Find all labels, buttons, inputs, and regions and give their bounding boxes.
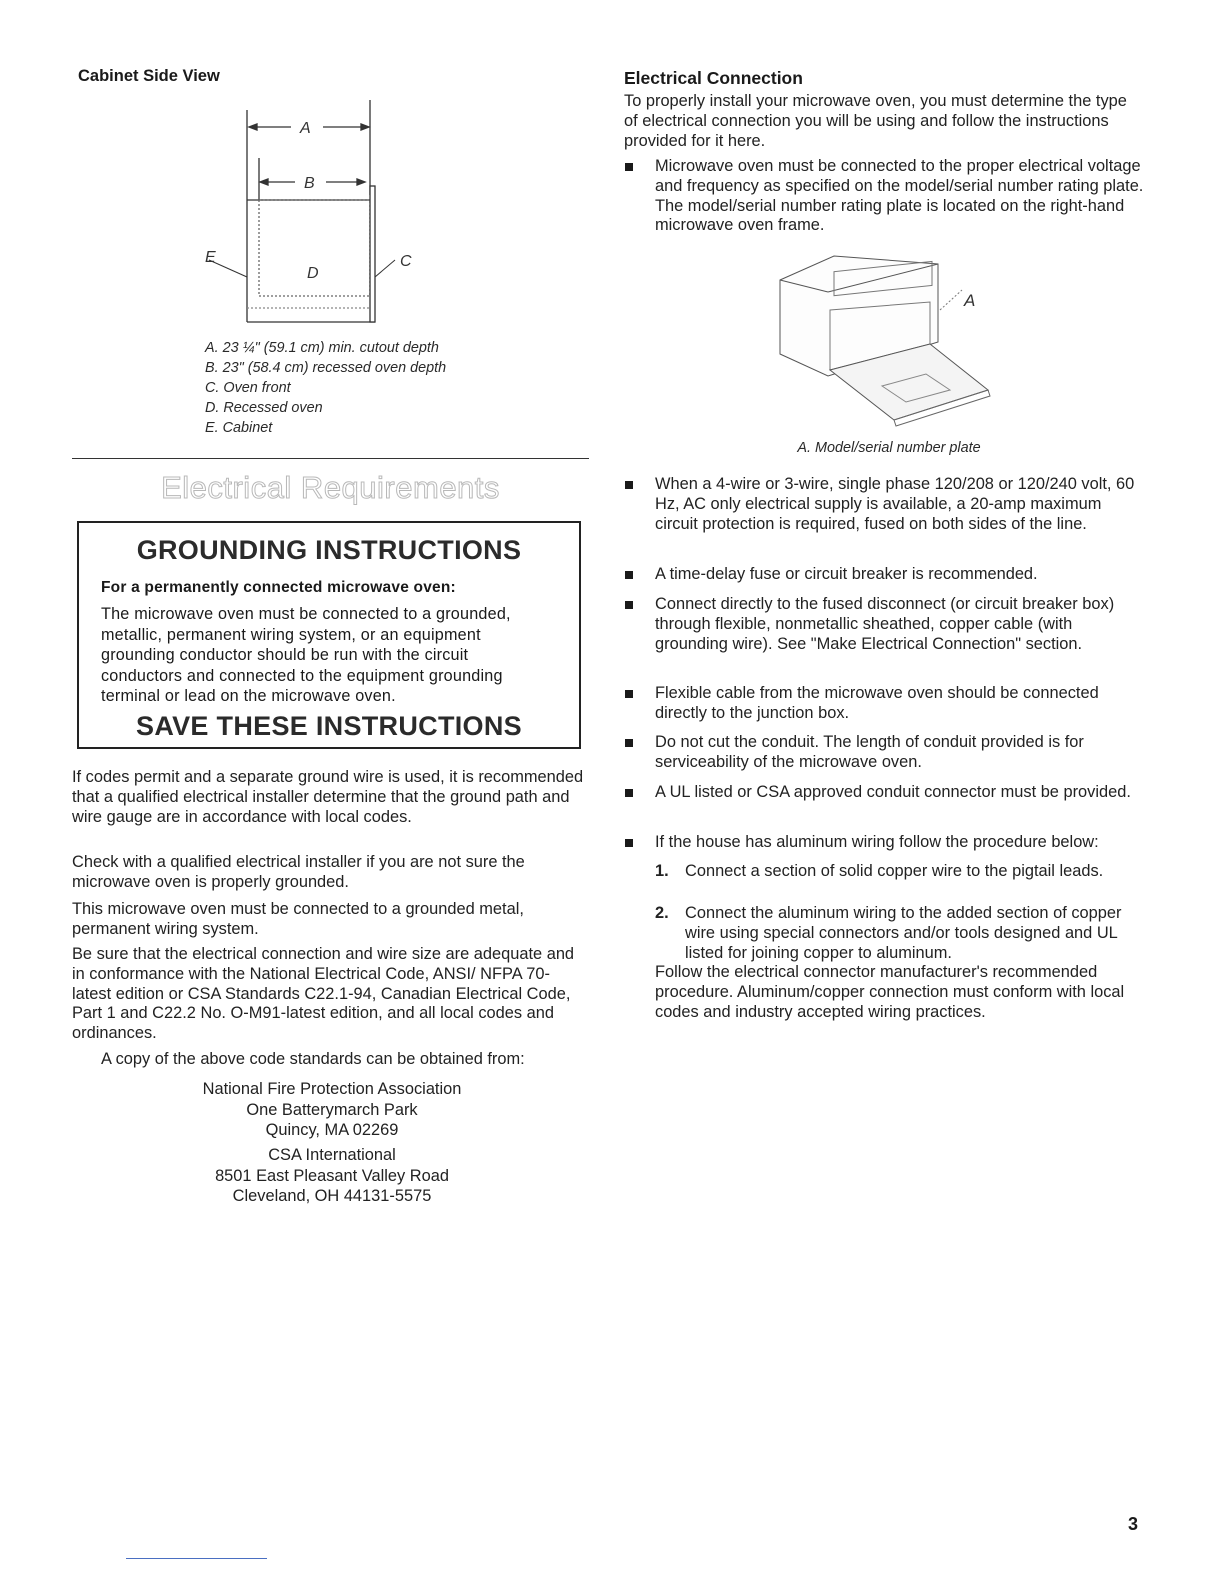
bullet-item: [624, 475, 1144, 534]
cabinet-side-view-title: Cabinet Side View: [78, 67, 220, 85]
bullet-text: If the house has aluminum wiring follow the procedure below:: [655, 833, 1099, 851]
rating-plate-leader-line: [940, 290, 962, 310]
save-instructions-heading: SAVE THESE INSTRUCTIONS: [136, 711, 522, 741]
paragraph-code-copy: A copy of the above code standards can be obtained from:: [101, 1050, 525, 1068]
bullet-item: [624, 783, 1144, 803]
grounding-instructions-box: [77, 521, 581, 749]
csa-address: [72, 1145, 592, 1207]
dimension-a-label: A: [300, 120, 311, 137]
grounding-text-line: metallic, permanent wiring system, or an equipment: [101, 625, 481, 644]
address-line: National Fire Protection Association: [202, 1080, 462, 1098]
cabinet-diagram-legend: [205, 338, 446, 438]
bullet-square-icon: [625, 789, 633, 797]
grounding-heading: GROUNDING INSTRUCTIONS: [136, 535, 522, 565]
section-divider: [72, 458, 589, 459]
bullet-text: Do not cut the conduit. The length of conduit provided is for serviceability of the microwave oven.: [655, 733, 1084, 771]
bullet-square-icon: [625, 163, 633, 171]
bullet-item: [624, 833, 1144, 853]
grounding-text-line: terminal or lead on the microwave oven.: [101, 687, 396, 705]
oven-front-panel: [370, 186, 375, 322]
dimension-b-arrowhead-right: [357, 179, 365, 185]
dimension-a-arrowhead-right: [361, 124, 369, 130]
paragraph-code-conformance: Be sure that the electrical connection and wire size are adequate and in conformance with the National Electrical Code, ANSI/ NFPA 70-latest edition or CSA Standards C22.1-94, Canadian Electrical Code, Part 1 and C22.2 No. O-M91-latest edition, and all local codes and ordinances.: [72, 945, 575, 1043]
address-line: Cleveland, OH 44131-5575: [232, 1187, 432, 1205]
bullet-item: [624, 565, 1144, 585]
bullet-item: [624, 595, 1144, 654]
paragraph-separate-ground-wire: If codes permit and a separate ground wire is used, it is recommended that a qualified electrical installer determine that the ground path and wire gauge are in accordance with local codes.: [72, 768, 584, 826]
address-line: 8501 East Pleasant Valley Road: [215, 1166, 449, 1185]
bullet-text: Connect directly to the fused disconnect (or circuit breaker box) through flexible, nonmetallic sheathed, copper cable (with grounding wire). See "Make Electrical Connection" section.: [655, 595, 1115, 653]
rating-plate-label: A: [964, 291, 976, 310]
bullet-square-icon: [625, 571, 633, 579]
page-number: 3: [1128, 1514, 1139, 1534]
bullet-item: [624, 733, 1144, 773]
bullet-text: Microwave oven must be connected to the proper electrical voltage and frequency as specified on the model/serial number rating plate. The model/serial number rating plate is located on the right-hand microwave oven frame.: [655, 157, 1144, 235]
grounding-text-line: The microwave oven must be connected to a grounded,: [101, 605, 511, 623]
bullet-item: [624, 684, 1144, 724]
bullet-text: Flexible cable from the microwave oven should be connected directly to the junction box.: [655, 684, 1099, 722]
address-line: One Batterymarch Park: [246, 1100, 418, 1119]
bullet-square-icon: [625, 690, 633, 698]
oven-front-label: C: [400, 253, 412, 270]
grounding-text: [101, 604, 563, 707]
bullet-square-icon: [625, 839, 633, 847]
dimension-b-arrowhead-left: [260, 179, 268, 185]
step-text: Connect the aluminum wiring to the added section of copper wire using special connectors and/or tools designed and UL listed for joining copper to aluminum.: [685, 904, 1122, 962]
electrical-connection-intro: To properly install your microwave oven, you must determine the type of electrical connection you will be using and follow the instructions provided for it here.: [624, 92, 1127, 150]
oven-diagram-caption: A. Model/serial number plate: [797, 440, 981, 456]
recessed-oven-label: D: [307, 265, 319, 282]
electrical-connection-title: Electrical Connection: [624, 68, 803, 88]
bullet-text: When a 4-wire or 3-wire, single phase 120/208 or 120/240 volt, 60 Hz, AC only electrical supply is available, a 20-amp maximum circuit protection is required, fused on both sides of the line.: [655, 475, 1135, 533]
grounding-text-line: conductors and connected to the equipment grounding: [101, 666, 503, 685]
address-line: Quincy, MA 02269: [265, 1121, 399, 1139]
dimension-a-arrowhead-left: [249, 124, 257, 130]
legend-item-d: D. Recessed oven: [205, 400, 323, 416]
legend-item-c: C. Oven front: [205, 380, 291, 396]
legend-item-a: A. 23 ¼" (59.1 cm) min. cutout depth: [205, 340, 439, 356]
oven-rating-plate-diagram: [774, 250, 1004, 430]
footer-line: [126, 1558, 267, 1559]
address-line: CSA International: [268, 1146, 396, 1164]
closing-paragraph: Follow the electrical connector manufacturer's recommended procedure. Aluminum/copper connection must conform with local codes and industry accepted wiring practices.: [655, 963, 1125, 1021]
cabinet-side-view-diagram: [195, 100, 435, 330]
grounding-subheading: For a permanently connected microwave oven:: [101, 579, 456, 596]
oven-front-leader-line: [375, 260, 395, 277]
procedure-step: [655, 904, 1135, 963]
bullet-square-icon: [625, 601, 633, 609]
bullet-square-icon: [625, 481, 633, 489]
bullet-text: A UL listed or CSA approved conduit connector must be provided.: [655, 783, 1131, 801]
grounding-text-line: grounding conductor should be run with the circuit: [101, 646, 469, 664]
cabinet-label: E: [205, 249, 216, 266]
step-number: 1.: [655, 862, 669, 880]
paragraph-grounded-metal: This microwave oven must be connected to a grounded metal, permanent wiring system.: [72, 900, 524, 938]
bullet-square-icon: [625, 739, 633, 747]
legend-item-e: E. Cabinet: [205, 420, 273, 436]
dimension-b-label: B: [304, 175, 315, 192]
step-number: 2.: [655, 904, 669, 922]
step-text: Connect a section of solid copper wire to the pigtail leads.: [685, 862, 1104, 880]
legend-item-b: B. 23" (58.4 cm) recessed oven depth: [205, 360, 447, 376]
nfpa-address: [72, 1079, 592, 1141]
procedure-step: [655, 862, 1135, 882]
bullet-item: [624, 157, 1144, 236]
section-title-electrical-requirements: Electrical Requirements: [161, 470, 500, 505]
bullet-text: A time-delay fuse or circuit breaker is recommended.: [655, 565, 1038, 583]
paragraph-check-grounding: Check with a qualified electrical installer if you are not sure the microwave oven is properly grounded.: [72, 853, 525, 891]
